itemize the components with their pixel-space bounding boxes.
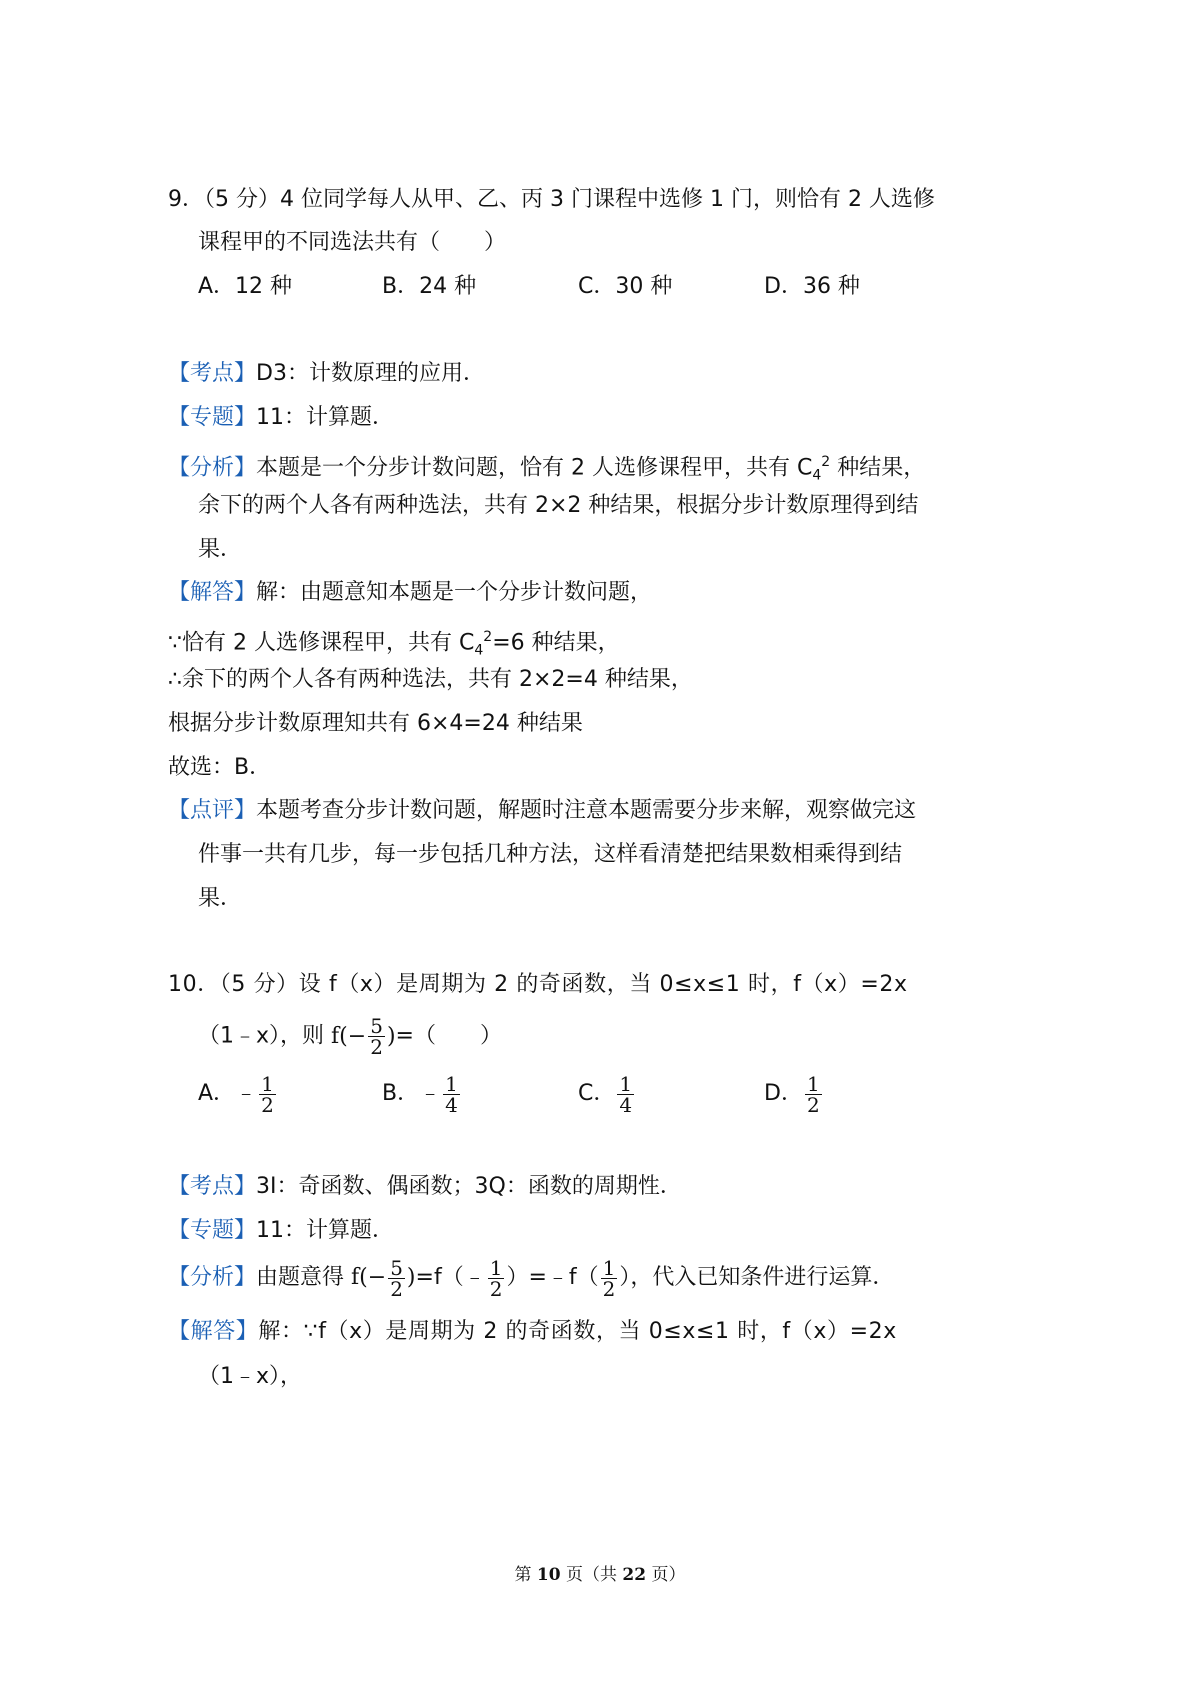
q9-stem-line1: 9．（5 分）4 位同学每人从甲、乙、丙 3 门课程中选修 1 门，则恰有 2 人选修 (168, 187, 935, 212)
zhuanti-text: 11：计算题． (256, 1218, 395, 1243)
fraction-1-over-2: $\frac{1}{2}$ (489, 1255, 503, 1301)
q9-stem-line2: 课程甲的不同选法共有（ ） (198, 230, 507, 255)
jieda-tag: 【解答】 (168, 1319, 259, 1344)
zhuanti-tag: 【专题】 (168, 1218, 257, 1243)
function-expression: f(− $\frac{5}{2}$ ) (351, 1255, 416, 1301)
q10-fenxi: 【分析】由题意得 f(− $\frac{5}{2}$ )=f（﹣ $\frac{1}{2}$ ）=﹣f（ $\frac{1}{2}$ ），代入已知条件进行运算． (168, 1255, 895, 1301)
fenxi-text-end: 种结果， (830, 455, 926, 481)
q10-stem-line2 (198, 1016, 502, 1057)
jieda-text: ∵恰有 2 人选修课程甲，共有 C (168, 630, 475, 656)
q10-option-b: B．﹣ $\frac{1}{4}$ (382, 1071, 458, 1117)
fenxi-tag: 【分析】 (168, 1265, 257, 1290)
dianping-text: 本题考查分步计数问题，解题时注意本题需要分步来解，观察做完这 (256, 798, 917, 823)
fraction-1-over-4: $\frac{1}{4}$ (619, 1071, 633, 1117)
combination-sup: 2 (483, 629, 493, 645)
q9-fenxi-line2: 余下的两个人各有两种选法，共有 2×2 种结果，根据分步计数原理得到结 (198, 493, 919, 518)
zhuanti-text: 11：计算题． (256, 405, 395, 430)
q9-dianping-line3: 果． (198, 886, 243, 911)
combination-sup: 2 (821, 454, 831, 470)
q10-jieda-line1 (168, 1317, 897, 1347)
fraction-1-over-4: $\frac{1}{4}$ (445, 1071, 458, 1117)
kaodian-text: 3I：奇函数、偶函数；3Q：函数的周期性． (256, 1174, 682, 1199)
q9-fenxi-line1 (168, 447, 925, 491)
q9-jieda-line4: 根据分步计数原理知共有 6×4=24 种结果 (168, 711, 583, 736)
q10-option-c: C． $\frac{1}{4}$ (578, 1071, 633, 1117)
jieda-tag: 【解答】 (168, 580, 257, 605)
q10-kaodian (168, 1172, 682, 1202)
stem-text-end: =（ ） (395, 1023, 502, 1049)
kaodian-tag: 【考点】 (168, 1174, 257, 1199)
q9-dianping-line1 (168, 796, 916, 826)
q9-jieda-line5: 故选：B． (168, 755, 272, 780)
stem-text: （1﹣x），则 (198, 1023, 325, 1049)
q9-dianping-line2: 件事一共有几步，每一步包括几种方法，这样看清楚把结果数相乘得到结 (198, 842, 903, 867)
q10-jieda-line2: （1﹣x）， (198, 1364, 303, 1389)
dianping-tag: 【点评】 (168, 798, 257, 823)
page-footer: 第 10 页（共 22 页） (514, 1565, 686, 1585)
page-total: 22 (622, 1565, 647, 1585)
q10-option-d: D． $\frac{1}{2}$ (764, 1071, 820, 1117)
q9-zhuanti (168, 403, 394, 433)
kaodian-text: D3：计数原理的应用． (256, 361, 485, 386)
q10-option-a: A．﹣ $\frac{1}{2}$ (198, 1071, 274, 1117)
combination-sub: 4 (812, 467, 822, 484)
fraction-1-over-2: $\frac{1}{2}$ (261, 1071, 274, 1117)
page-number: 10 (536, 1565, 561, 1585)
q9-kaodian (168, 359, 485, 389)
q10-stem-line1: 10．（5 分）设 f（x）是周期为 2 的奇函数，当 0≤x≤1 时，f（x）=2x (168, 972, 908, 997)
fraction-5-over-2: $\frac{5}{2}$ (370, 1014, 383, 1059)
q9-fenxi-line3: 果． (198, 537, 243, 562)
fraction-1-over-2: $\frac{1}{2}$ (602, 1255, 616, 1301)
q9-jieda-line3: ∴余下的两个人各有两种选法，共有 2×2=4 种结果， (168, 667, 693, 692)
fenxi-tag: 【分析】 (168, 455, 257, 481)
q10-zhuanti (168, 1216, 394, 1246)
kaodian-tag: 【考点】 (168, 361, 257, 386)
fraction-1-over-2: $\frac{1}{2}$ (806, 1071, 820, 1117)
fenxi-text: 本题是一个分步计数问题，恰有 2 人选修课程甲，共有 C (256, 455, 813, 481)
q9-jieda-line1 (168, 578, 652, 608)
q9-option-a: A．12 种 (198, 274, 293, 299)
jieda-text-end: =6 种结果， (492, 630, 620, 656)
jieda-text: 解：∵f（x）是周期为 2 的奇函数，当 0≤x≤1 时，f（x）=2x (258, 1319, 897, 1344)
zhuanti-tag: 【专题】 (168, 405, 257, 430)
q9-jieda-line2 (168, 622, 620, 666)
q9-option-c: C．30 种 (578, 274, 673, 299)
q9-option-b: B．24 种 (382, 274, 477, 299)
fraction-5-over-2: $\frac{5}{2}$ (390, 1255, 403, 1301)
jieda-text: 解：由题意知本题是一个分步计数问题， (256, 580, 653, 605)
q9-option-d: D．36 种 (764, 274, 860, 299)
fenxi-text: 由题意得 (256, 1265, 352, 1290)
function-expression: f(− $\frac{5}{2}$ ) (331, 1014, 396, 1059)
combination-sub: 4 (474, 642, 484, 659)
